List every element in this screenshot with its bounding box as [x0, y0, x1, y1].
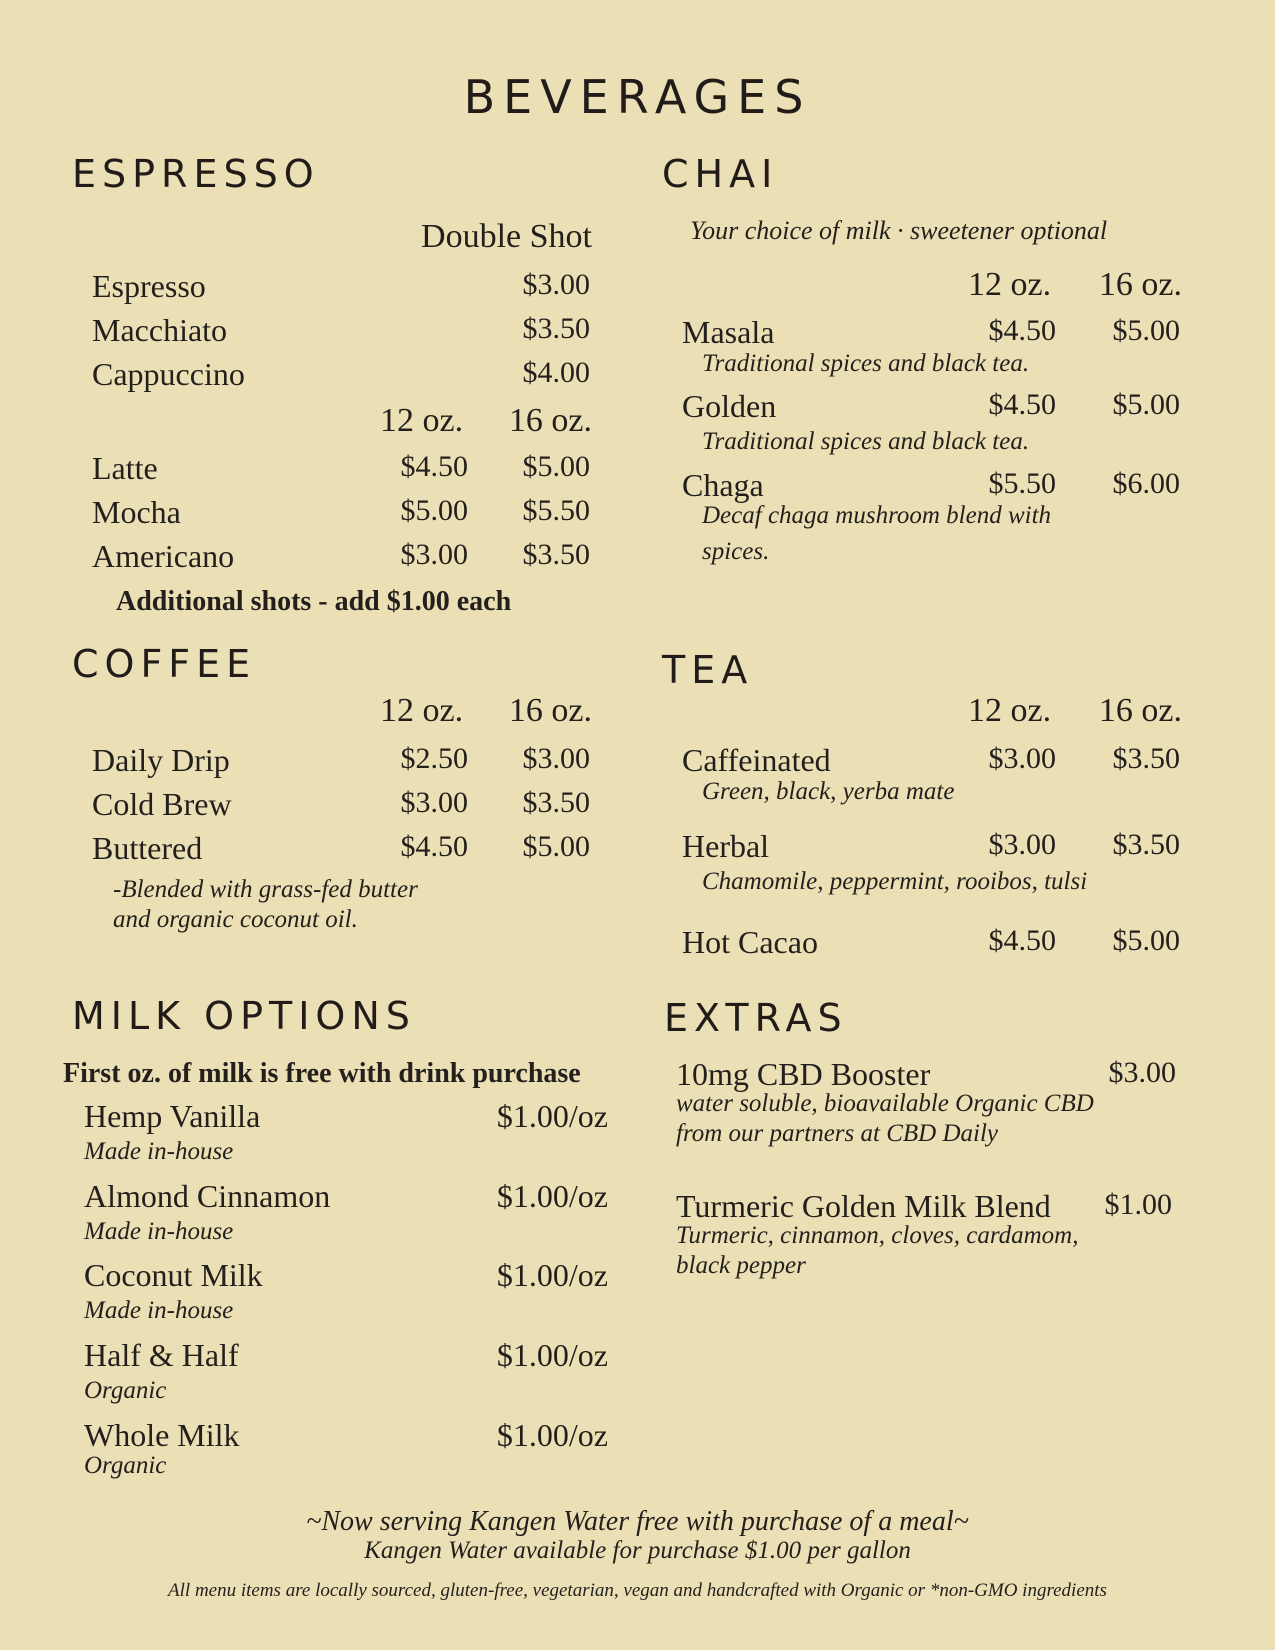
price-12: $4.50	[400, 830, 468, 863]
extras-heading: EXTRAS	[664, 996, 848, 1040]
price-16: $3.50	[1112, 828, 1180, 861]
menu-item-name: Cold Brew	[92, 786, 232, 822]
chai-subtitle: Your choice of milk · sweetener optional	[690, 216, 1108, 245]
price-12: $2.50	[400, 742, 468, 775]
footer-line-2: Kangen Water available for purchase $1.00 per gallon	[364, 1537, 911, 1564]
espresso-note: Additional shots - add $1.00 each	[116, 586, 512, 617]
item-description: -Blended with grass-fed butter	[113, 876, 418, 903]
milk-item-price: $1.00/oz	[496, 1098, 608, 1134]
size-12-label: 12 oz.	[968, 266, 1052, 303]
footer-line-1: ~Now serving Kangen Water free with purchase of a meal~	[306, 1506, 969, 1537]
footer-line-3: All menu items are locally sourced, gluten-free, vegetarian, vegan and handcrafted with Organic or *non-GMO ingredients	[168, 1580, 1107, 1601]
size-12-label: 12 oz.	[380, 402, 464, 439]
milk-item-price: $1.00/oz	[496, 1337, 608, 1373]
extra-item-price: $1.00	[1104, 1188, 1172, 1221]
price-12: $5.00	[400, 494, 468, 527]
price-16: $5.50	[522, 494, 590, 527]
tea-heading: TEA	[662, 648, 754, 692]
item-description: Decaf chaga mushroom blend with	[702, 502, 1052, 529]
menu-item-name: Cappuccino	[92, 356, 245, 392]
milk-heading: MILK OPTIONS	[72, 994, 416, 1038]
chai-item-name: Masala	[682, 314, 775, 350]
milk-item-price: $1.00/oz	[496, 1178, 608, 1214]
tea-item-name: Hot Cacao	[682, 924, 818, 960]
item-description: Turmeric, cinnamon, cloves, cardamom,	[676, 1222, 1079, 1249]
milk-item-name: Half & Half	[84, 1337, 239, 1373]
double-shot-label: Double Shot	[421, 218, 592, 255]
milk-item-desc: Made in-house	[84, 1218, 234, 1245]
chai-item-name: Chaga	[682, 467, 764, 503]
milk-item-name: Coconut Milk	[84, 1257, 263, 1293]
size-16-label: 16 oz.	[1098, 266, 1182, 303]
price-12: $5.50	[988, 467, 1056, 500]
price-16: $5.00	[1112, 388, 1180, 421]
price-12: $4.50	[988, 388, 1056, 421]
item-description: Chamomile, peppermint, rooibos, tulsi	[702, 868, 1088, 895]
price-16: $6.00	[1112, 467, 1180, 500]
menu-item-price: $4.00	[522, 356, 590, 389]
page-title: BEVERAGES	[463, 70, 812, 124]
milk-item-desc: Made in-house	[84, 1138, 234, 1165]
price-16: $3.00	[522, 742, 590, 775]
milk-item-desc: Made in-house	[84, 1297, 234, 1324]
price-12: $3.00	[988, 828, 1056, 861]
menu-item-name: Americano	[92, 538, 235, 574]
menu-item-name: Latte	[92, 450, 158, 486]
item-description: Traditional spices and black tea.	[702, 428, 1030, 455]
item-description: black pepper	[676, 1252, 806, 1279]
price-16: $3.50	[522, 538, 590, 571]
price-16: $5.00	[522, 830, 590, 863]
price-16: $3.50	[522, 786, 590, 819]
price-12: $3.00	[400, 786, 468, 819]
item-description: and organic coconut oil.	[113, 906, 358, 933]
milk-item-desc: Organic	[84, 1452, 167, 1479]
extra-item-name: 10mg CBD Booster	[676, 1056, 931, 1092]
milk-item-desc: Organic	[84, 1377, 167, 1404]
size-12-label: 12 oz.	[968, 692, 1052, 729]
item-description: spices.	[702, 538, 770, 565]
milk-item-price: $1.00/oz	[496, 1257, 608, 1293]
size-16-label: 16 oz.	[1098, 692, 1182, 729]
tea-item-name: Caffeinated	[682, 742, 831, 778]
chai-heading: CHAI	[662, 152, 779, 196]
milk-item-name: Hemp Vanilla	[84, 1098, 261, 1134]
chai-item-name: Golden	[682, 388, 777, 424]
extra-item-price: $3.00	[1108, 1056, 1176, 1089]
price-12: $3.00	[988, 742, 1056, 775]
menu-item-price: $3.50	[522, 312, 590, 345]
menu-item-name: Buttered	[92, 830, 203, 866]
item-description: water soluble, bioavailable Organic CBD	[676, 1090, 1094, 1117]
milk-note: First oz. of milk is free with drink purchase	[63, 1058, 581, 1089]
size-12-label: 12 oz.	[380, 692, 464, 729]
price-16: $5.00	[1112, 314, 1180, 347]
menu-item-name: Mocha	[92, 494, 181, 530]
price-12: $4.50	[400, 450, 468, 483]
milk-item-price: $1.00/oz	[496, 1417, 608, 1453]
milk-item-name: Almond Cinnamon	[84, 1178, 331, 1214]
price-16: $5.00	[522, 450, 590, 483]
menu-item-name: Daily Drip	[92, 742, 230, 778]
menu-item-name: Espresso	[92, 268, 206, 304]
extra-item-name: Turmeric Golden Milk Blend	[676, 1188, 1051, 1224]
price-12: $3.00	[400, 538, 468, 571]
item-description: from our partners at CBD Daily	[676, 1120, 998, 1147]
item-description: Traditional spices and black tea.	[702, 350, 1030, 377]
menu-item-name: Macchiato	[92, 312, 228, 348]
price-16: $5.00	[1112, 924, 1180, 957]
tea-item-name: Herbal	[682, 828, 770, 864]
milk-item-name: Whole Milk	[84, 1417, 240, 1453]
coffee-heading: COFFEE	[72, 642, 257, 686]
price-16: $3.50	[1112, 742, 1180, 775]
espresso-heading: ESPRESSO	[72, 152, 320, 196]
size-16-label: 16 oz.	[508, 402, 592, 439]
size-16-label: 16 oz.	[508, 692, 592, 729]
price-12: $4.50	[988, 924, 1056, 957]
price-12: $4.50	[988, 314, 1056, 347]
menu-item-price: $3.00	[522, 268, 590, 301]
item-description: Green, black, yerba mate	[702, 778, 955, 805]
